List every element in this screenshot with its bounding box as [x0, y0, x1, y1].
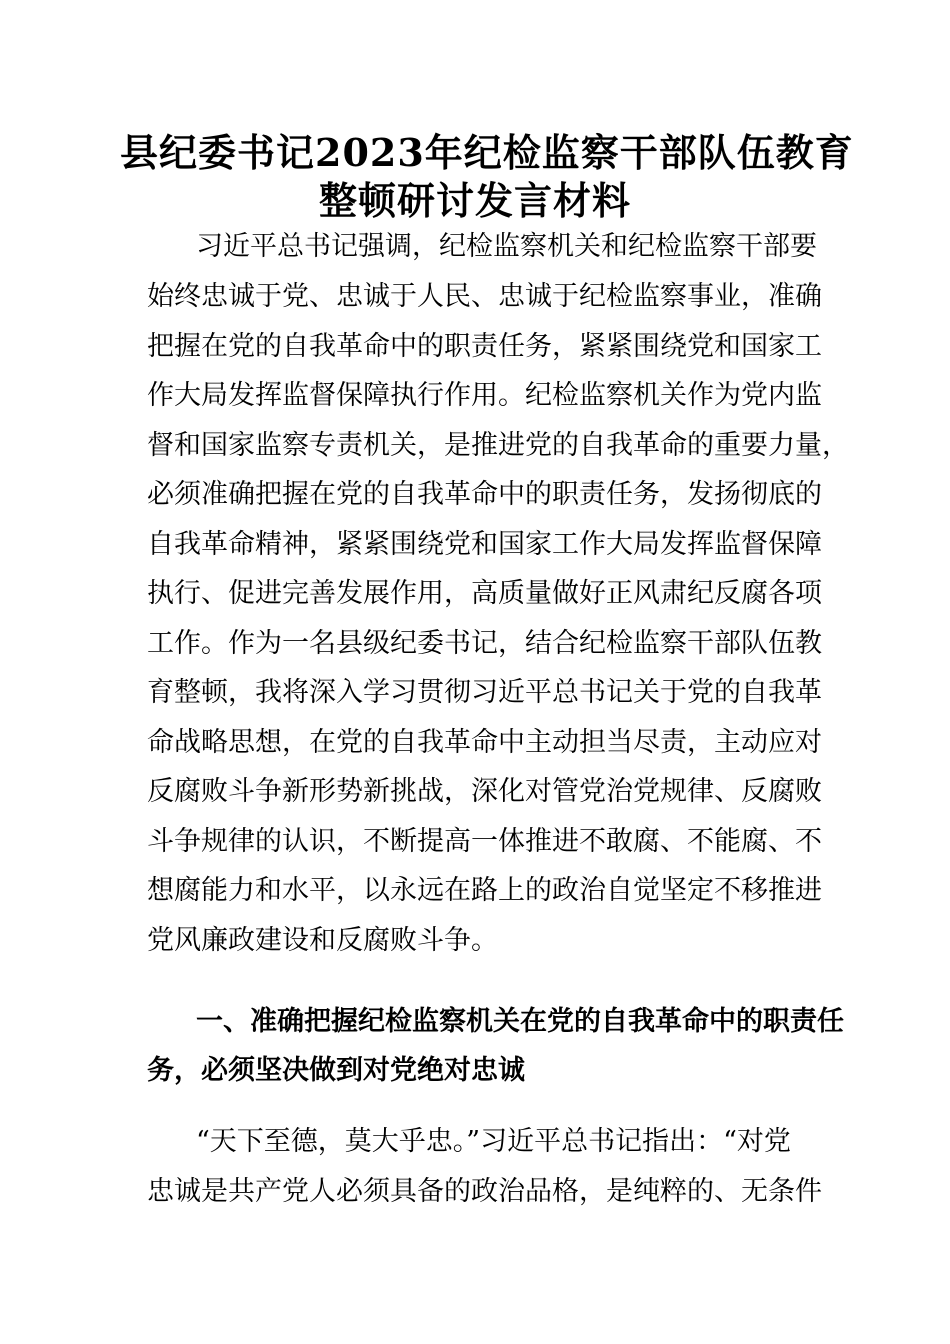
- paragraph-line: 把握在党的自我革命中的职责任务，紧紧围绕党和国家工: [147, 331, 822, 362]
- paragraph-line: 始终忠诚于党、忠诚于人民、忠诚于纪检监察事业，准确: [147, 281, 822, 312]
- paragraph-line: 忠诚是共产党人必须具备的政治品格，是纯粹的、无条件: [147, 1176, 822, 1207]
- document-title-line-1: 县纪委书记2023年纪检监察干部队伍教育: [120, 130, 854, 175]
- paragraph-line: 作大局发挥监督保障执行作用。纪检监察机关作为党内监: [147, 380, 822, 411]
- paragraph-line: 必须准确把握在党的自我革命中的职责任务，发扬彻底的: [147, 479, 822, 510]
- paragraph-line: 育整顿，我将深入学习贯彻习近平总书记关于党的自我革: [147, 677, 822, 708]
- paragraph-line: 命战略思想，在党的自我革命中主动担当尽责，主动应对: [147, 727, 822, 758]
- paragraph-line: 斗争规律的认识，不断提高一体推进不敢腐、不能腐、不: [147, 826, 822, 857]
- paragraph-line: 习近平总书记强调，纪检监察机关和纪检监察干部要: [196, 231, 817, 262]
- paragraph-line: “天下至德，莫大乎忠。”习近平总书记指出：“对党: [196, 1126, 791, 1157]
- paragraph-line: 反腐败斗争新形势新挑战，深化对管党治党规律、反腐败: [147, 776, 822, 807]
- paragraph-line: 执行、促进完善发展作用，高质量做好正风肃纪反腐各项: [147, 578, 822, 609]
- paragraph-line: 督和国家监察专责机关，是推进党的自我革命的重要力量，: [147, 430, 849, 461]
- section-heading-line: 务，必须坚决做到对党绝对忠诚: [147, 1055, 525, 1086]
- paragraph-line: 党风廉政建设和反腐败斗争。: [147, 925, 498, 956]
- section-heading-line: 一、准确把握纪检监察机关在党的自我革命中的职责任: [196, 1006, 844, 1037]
- paragraph-line: 工作。作为一名县级纪委书记，结合纪检监察干部队伍教: [147, 628, 822, 659]
- paragraph-line: 想腐能力和水平，以永远在路上的政治自觉坚定不移推进: [147, 875, 822, 906]
- paragraph-line: 自我革命精神，紧紧围绕党和国家工作大局发挥监督保障: [147, 529, 822, 560]
- document-title-line-2: 整顿研讨发言材料: [318, 178, 631, 223]
